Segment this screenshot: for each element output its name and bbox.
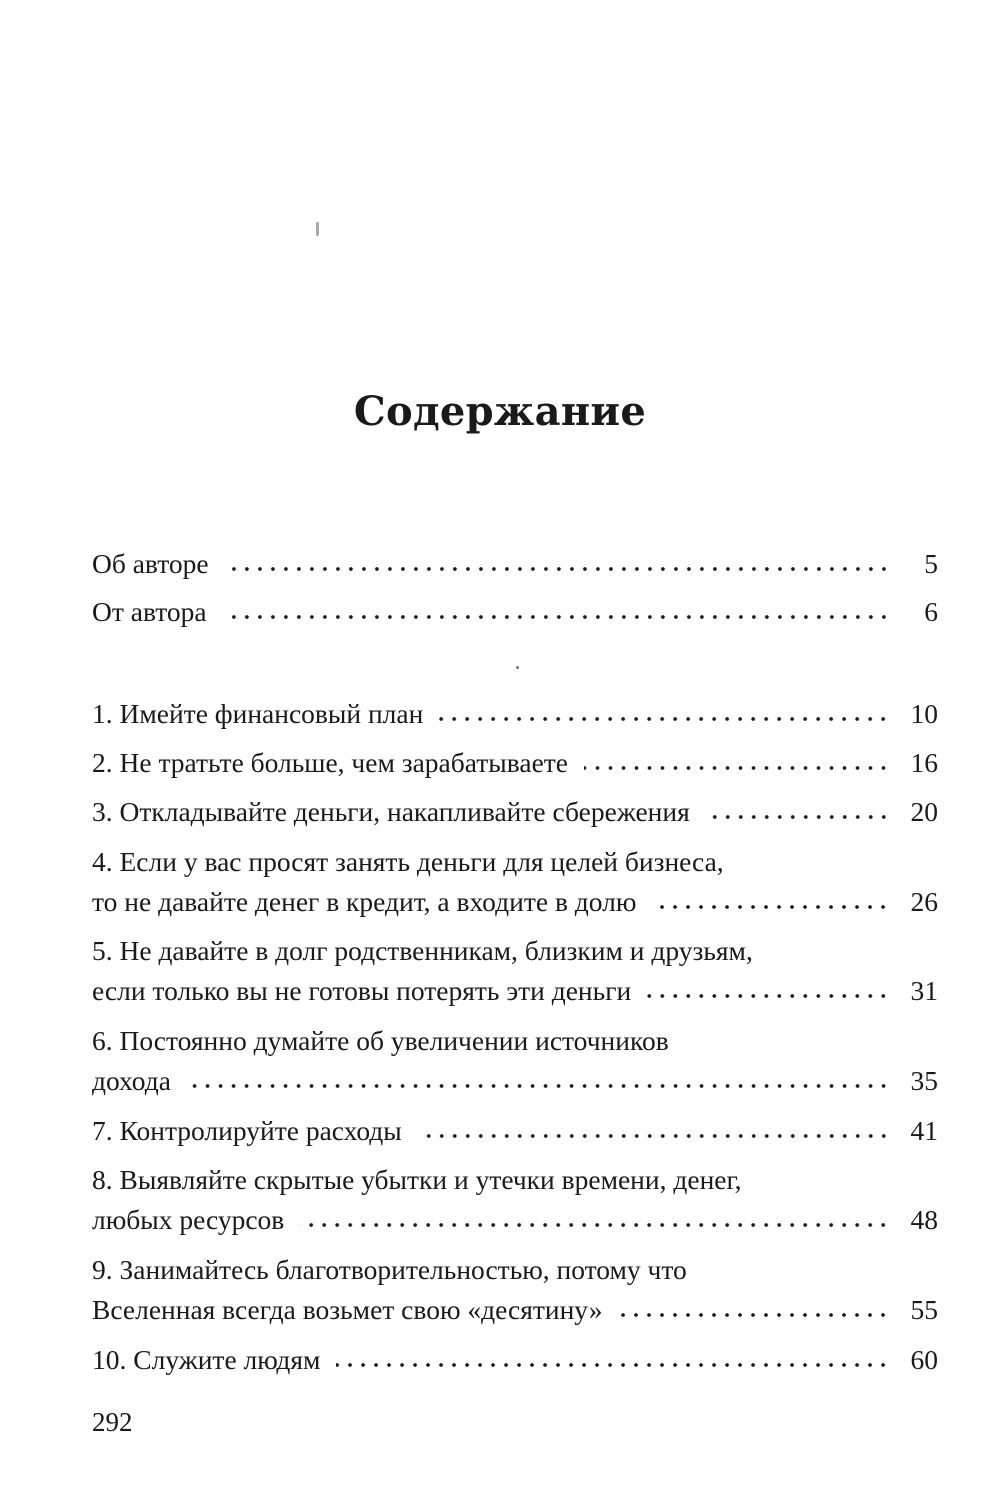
toc-page-number: 6 (924, 596, 938, 627)
dot-leader (225, 566, 890, 576)
toc-entry-chapter-8-line-1[interactable] (92, 1158, 938, 1202)
page-folio: 292 (92, 1407, 133, 1437)
toc-page-number: 10 (910, 698, 938, 729)
dot-leader (706, 814, 890, 824)
toc-entry-title: От автора (92, 596, 207, 627)
toc-entry-from-author[interactable] (92, 590, 938, 634)
page-title: Содержание (353, 388, 647, 435)
toc-page-number: 48 (910, 1204, 938, 1235)
dot-leader (300, 1222, 890, 1232)
toc-entry-chapter-8[interactable] (92, 1198, 938, 1242)
toc-page-number: 26 (910, 886, 938, 917)
toc-page-number: 35 (910, 1065, 938, 1096)
scan-speck (316, 222, 319, 236)
toc-entry-title-continued: то не давайте денег в кредит, а входите в долю (92, 886, 637, 917)
toc-entry-chapter-7[interactable] (92, 1109, 938, 1153)
toc-page-number: 16 (910, 747, 938, 778)
toc-entry-title: 9. Занимайтесь благотворительностью, потому что (92, 1254, 687, 1285)
toc-entry-title-continued: если только вы не готовы потерять эти деньги (92, 975, 632, 1006)
toc-entry-chapter-4-line-1[interactable] (92, 840, 938, 884)
dot-leader (584, 765, 890, 775)
toc-entry-title: 10. Служите людям (92, 1344, 321, 1375)
toc-entry-chapter-5-line-1[interactable] (92, 929, 938, 973)
toc-entry-chapter-1[interactable] (92, 692, 938, 736)
toc-page-number: 60 (910, 1344, 938, 1375)
dot-leader (223, 614, 890, 624)
toc-entry-title: 3. Откладывайте деньги, накапливайте сбережения (92, 796, 690, 827)
toc-page-number: 41 (910, 1115, 938, 1146)
toc-entry-chapter-5[interactable] (92, 969, 938, 1013)
toc-entry-title: 8. Выявляйте скрытые убытки и утечки времени, денег, (92, 1164, 742, 1195)
dot-leader (336, 1362, 890, 1372)
toc-entry-title: Об авторе (92, 548, 209, 579)
toc-entry-chapter-9-line-1[interactable] (92, 1248, 938, 1292)
toc-page-number: 5 (924, 548, 938, 579)
dot-leader (187, 1083, 890, 1093)
toc-entry-title: 2. Не тратьте больше, чем зарабатываете (92, 747, 568, 778)
toc-entry-title: 1. Имейте финансовый план (92, 698, 424, 729)
toc-entry-title: 6. Постоянно думайте об увеличении источников (92, 1025, 669, 1056)
toc-entry-chapter-4[interactable] (92, 880, 938, 924)
toc-entry-chapter-6-line-1[interactable] (92, 1019, 938, 1063)
toc-entry-title: 5. Не давайте в долг родственникам, близким и друзьям, (92, 935, 753, 966)
toc-page-number: 55 (910, 1294, 938, 1325)
toc-entry-about-author[interactable] (92, 542, 938, 586)
toc-page-number: 20 (910, 796, 938, 827)
dot-leader (618, 1312, 890, 1322)
toc-entry-title: 7. Контролируйте расходы (92, 1115, 402, 1146)
toc-entry-title-continued: любых ресурсов (92, 1204, 285, 1235)
toc-entry-chapter-10[interactable] (92, 1338, 938, 1382)
toc-entry-title: 4. Если у вас просят занять деньги для целей бизнеса, (92, 846, 724, 877)
dot-leader (439, 716, 890, 726)
toc-entry-chapter-2[interactable] (92, 741, 938, 785)
dot-leader (647, 993, 890, 1003)
dot-leader (652, 904, 890, 914)
toc-entry-chapter-9[interactable] (92, 1288, 938, 1332)
scan-speck (516, 666, 519, 669)
toc-entry-title-continued: Вселенная всегда возьмет свою «десятину» (92, 1294, 603, 1325)
toc-page-number: 31 (910, 975, 938, 1006)
toc-entry-title-continued: дохода (92, 1065, 171, 1096)
toc-entry-chapter-3[interactable] (92, 790, 938, 834)
dot-leader (418, 1133, 890, 1143)
toc-entry-chapter-6[interactable] (92, 1059, 938, 1103)
